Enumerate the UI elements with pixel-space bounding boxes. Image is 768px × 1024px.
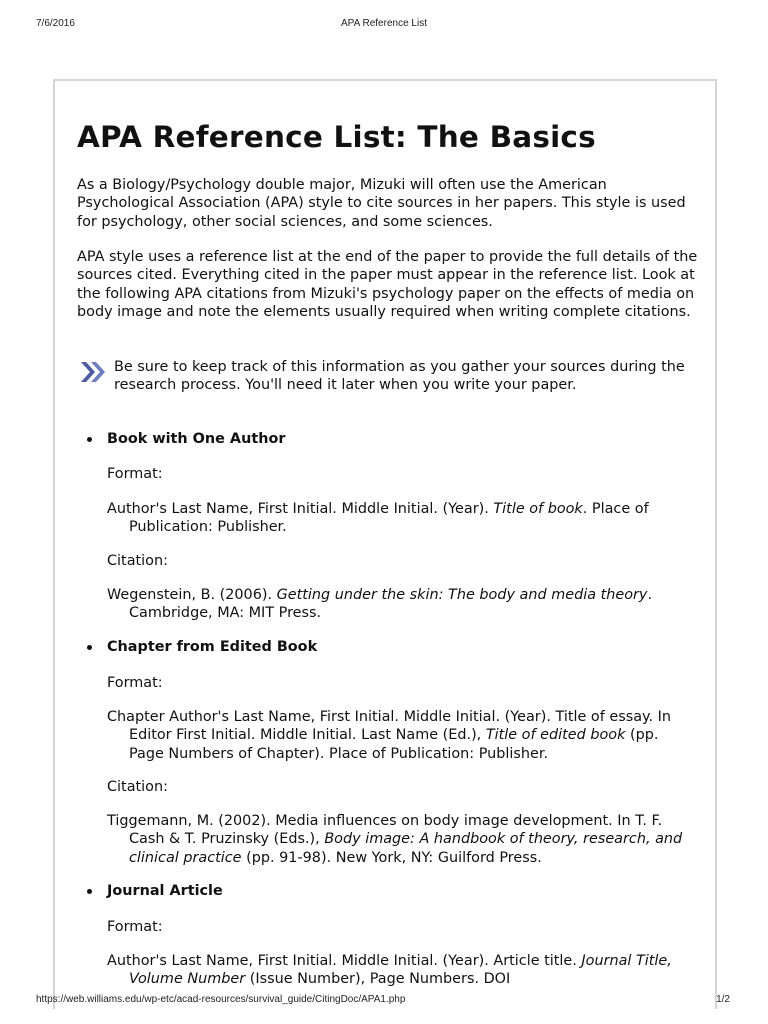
format-text: Author's Last Name, First Initial. Middle Initial. (Year). Title of book. Place of Publication: Publisher. xyxy=(107,501,649,536)
print-page-number: 1/2 xyxy=(716,994,730,1005)
citation-text: Tiggemann, M. (2002). Media influences on body image development. In T. F. Cash & T. Pruzinsky (Eds.), Body image: A handbook of theory, research, and clinical practice (pp. 91-98). New York, NY: Guilford Press. xyxy=(107,813,683,866)
format-label: Format: xyxy=(107,919,163,935)
section-title: Book with One Author xyxy=(107,431,286,447)
bullet xyxy=(87,437,92,442)
bullet xyxy=(87,645,92,650)
tip-text: Be sure to keep track of this information as you gather your sources during the research process. You'll need it later when you write your paper. xyxy=(114,359,685,394)
print-title: APA Reference List xyxy=(341,18,427,29)
print-footer xyxy=(0,994,768,1008)
article xyxy=(77,118,699,988)
print-date: 7/6/2016 xyxy=(36,18,75,29)
page-title: APA Reference List: The Basics xyxy=(77,120,596,154)
intro-paragraph-1: As a Biology/Psychology double major, Mizuki will often use the American Psychological Association (APA) style to cite sources in her papers. This style is used for psychology, other social sciences, and some sciences. xyxy=(77,177,686,230)
citation-label: Citation: xyxy=(107,779,168,795)
double-chevron-right-icon xyxy=(79,360,109,384)
bullet xyxy=(87,889,92,894)
print-url: https://web.williams.edu/wp-etc/acad-resources/survival_guide/CitingDoc/APA1.php xyxy=(36,994,406,1005)
section-title: Journal Article xyxy=(107,883,223,899)
citation-label: Citation: xyxy=(107,553,168,569)
citation-text: Wegenstein, B. (2006). Getting under the skin: The body and media theory. Cambridge, MA: MIT Press. xyxy=(107,587,653,622)
format-label: Format: xyxy=(107,466,163,482)
print-header xyxy=(0,18,768,32)
section-title: Chapter from Edited Book xyxy=(107,639,318,655)
format-text: Chapter Author's Last Name, First Initial. Middle Initial. (Year). Title of essay. In Editor First Initial. Middle Initial. Last Name (Ed.), Title of edited book (pp. Page Numbers of Chapter). Place of Publication: Publisher. xyxy=(107,709,671,762)
format-text: Author's Last Name, First Initial. Middle Initial. (Year). Article title. Journal Title, Volume Number (Issue Number), Page Numbers. DOI xyxy=(107,953,672,988)
format-label: Format: xyxy=(107,675,163,691)
intro-paragraph-2: APA style uses a reference list at the end of the paper to provide the full details of the sources cited. Everything cited in the paper must appear in the reference list. Look at the following APA citations from Mizuki's psychology paper on the effects of media on body image and note the elements usually required when writing complete citations. xyxy=(77,249,698,320)
